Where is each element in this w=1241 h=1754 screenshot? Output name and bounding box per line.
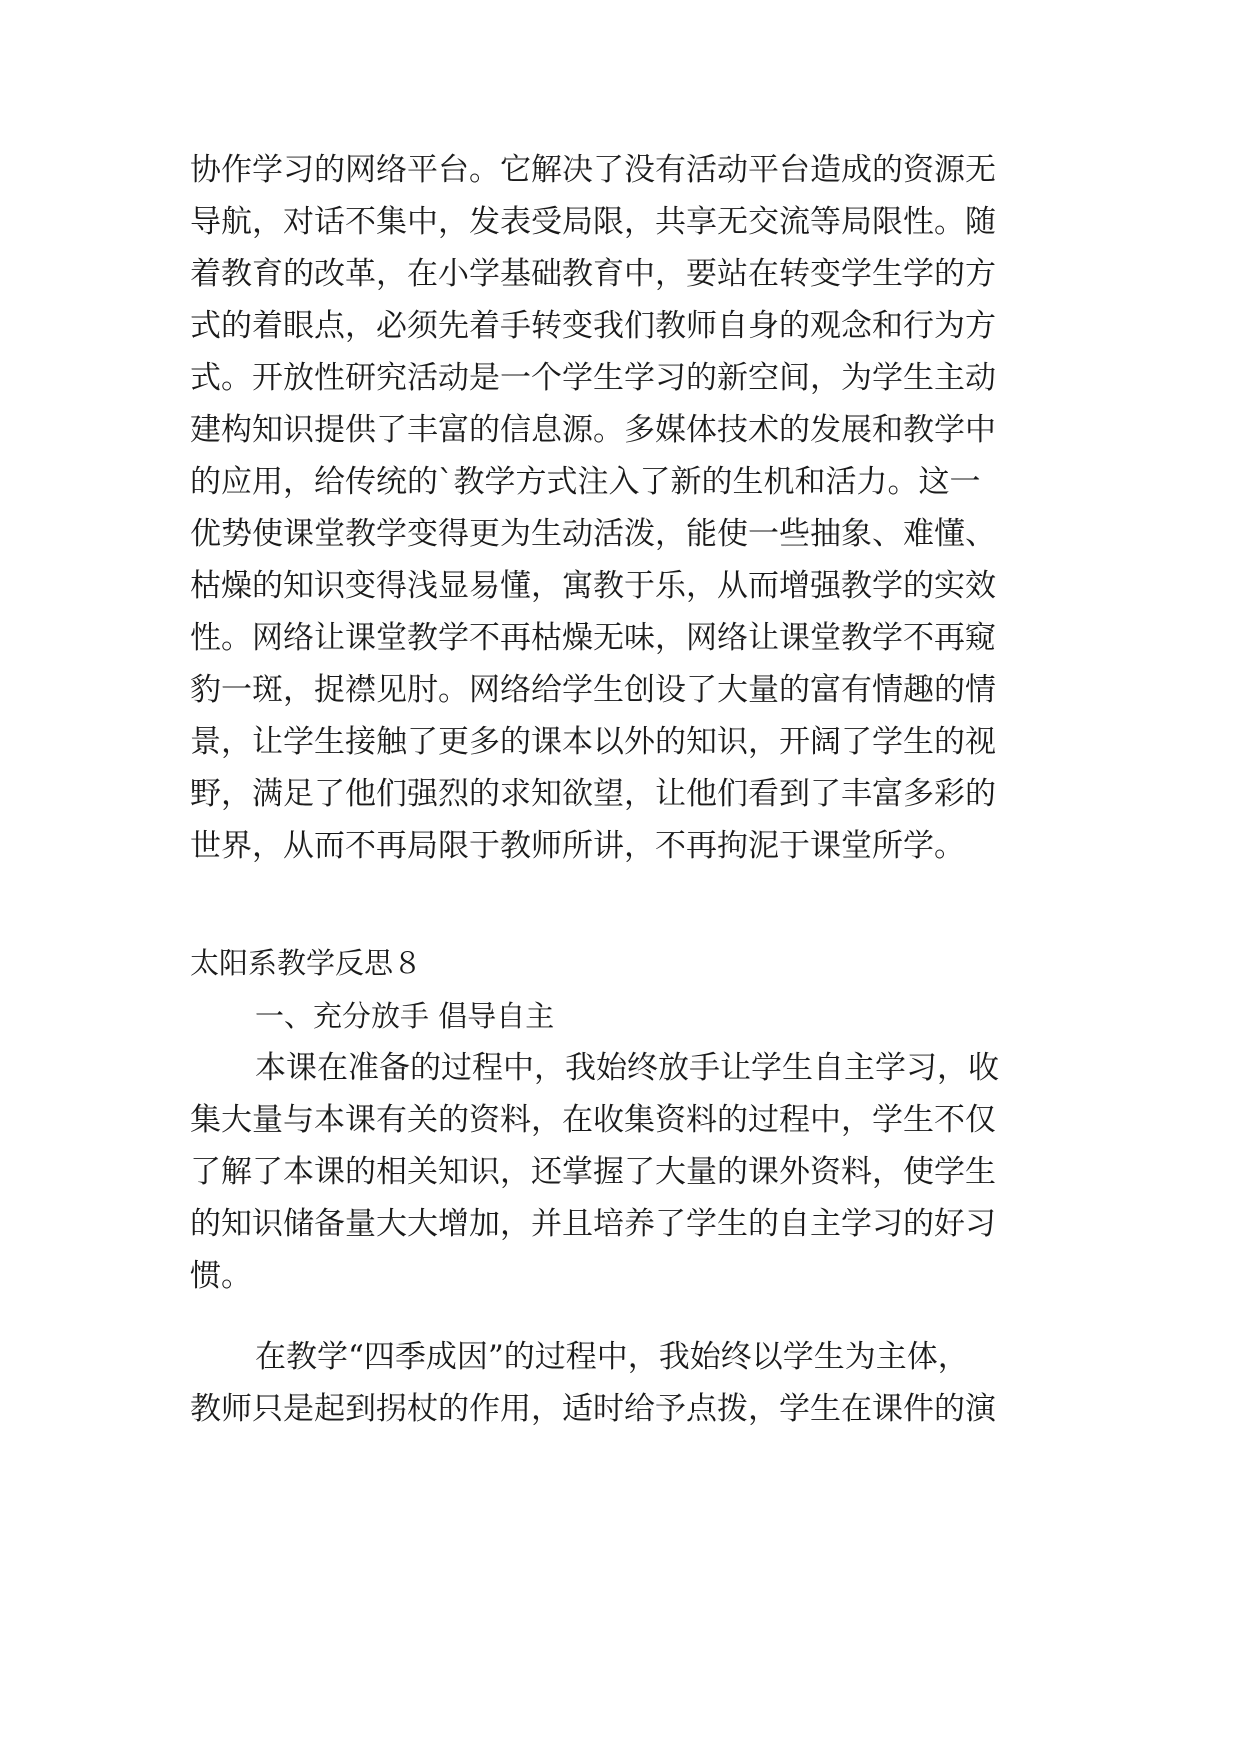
subheading: 一、充分放手 倡导自主 xyxy=(255,999,555,1033)
paragraph-1-line-3: 着教育的改革，在小学基础教育中，要站在转变学生学的方 xyxy=(190,256,996,292)
paragraph-2-line-5: 惯。 xyxy=(190,1258,252,1294)
paragraph-1-line-2: 导航，对话不集中，发表受局限，共享无交流等局限性。随 xyxy=(190,204,996,240)
paragraph-1-line-14: 世界，从而不再局限于教师所讲，不再拘泥于课堂所学。 xyxy=(190,828,965,864)
paragraph-1-line-7: 的应用，给传统的`教学方式注入了新的生机和活力。这一 xyxy=(190,464,981,500)
paragraph-1-line-11: 豹一斑，捉襟见肘。网络给学生创设了大量的富有情趣的情 xyxy=(190,672,996,708)
paragraph-3-line-2: 教师只是起到拐杖的作用，适时给予点拨，学生在课件的演 xyxy=(190,1391,996,1427)
paragraph-1-line-4: 式的着眼点，必须先着手转变我们教师自身的观念和行为方 xyxy=(190,308,996,344)
paragraph-2-line-4: 的知识储备量大大增加，并且培养了学生的自主学习的好习 xyxy=(190,1206,996,1242)
paragraph-1-line-8: 优势使课堂教学变得更为生动活泼，能使一些抽象、难懂、 xyxy=(190,516,996,552)
section-title: 太阳系教学反思８ xyxy=(190,946,423,980)
paragraph-1-line-5: 式。开放性研究活动是一个学生学习的新空间，为学生主动 xyxy=(190,360,996,396)
paragraph-1-line-1: 协作学习的网络平台。它解决了没有活动平台造成的资源无 xyxy=(190,152,996,188)
paragraph-1-line-12: 景，让学生接触了更多的课本以外的知识，开阔了学生的视 xyxy=(190,724,996,760)
paragraph-1-line-10: 性。网络让课堂教学不再枯燥无味，网络让课堂教学不再窥 xyxy=(190,620,996,656)
paragraph-1-line-13: 野，满足了他们强烈的求知欲望，让他们看到了丰富多彩的 xyxy=(190,776,996,812)
paragraph-1-line-9: 枯燥的知识变得浅显易懂，寓教于乐，从而增强教学的实效 xyxy=(190,568,996,604)
paragraph-3-line-1: 在教学“四季成因”的过程中，我始终以学生为主体， xyxy=(255,1339,969,1375)
paragraph-2-line-1: 本课在准备的过程中，我始终放手让学生自主学习，收 xyxy=(255,1050,999,1086)
paragraph-2-line-2: 集大量与本课有关的资料，在收集资料的过程中，学生不仅 xyxy=(190,1102,996,1138)
paragraph-2-line-3: 了解了本课的相关知识，还掌握了大量的课外资料，使学生 xyxy=(190,1154,996,1190)
paragraph-1-line-6: 建构知识提供了丰富的信息源。多媒体技术的发展和教学中 xyxy=(190,412,996,448)
